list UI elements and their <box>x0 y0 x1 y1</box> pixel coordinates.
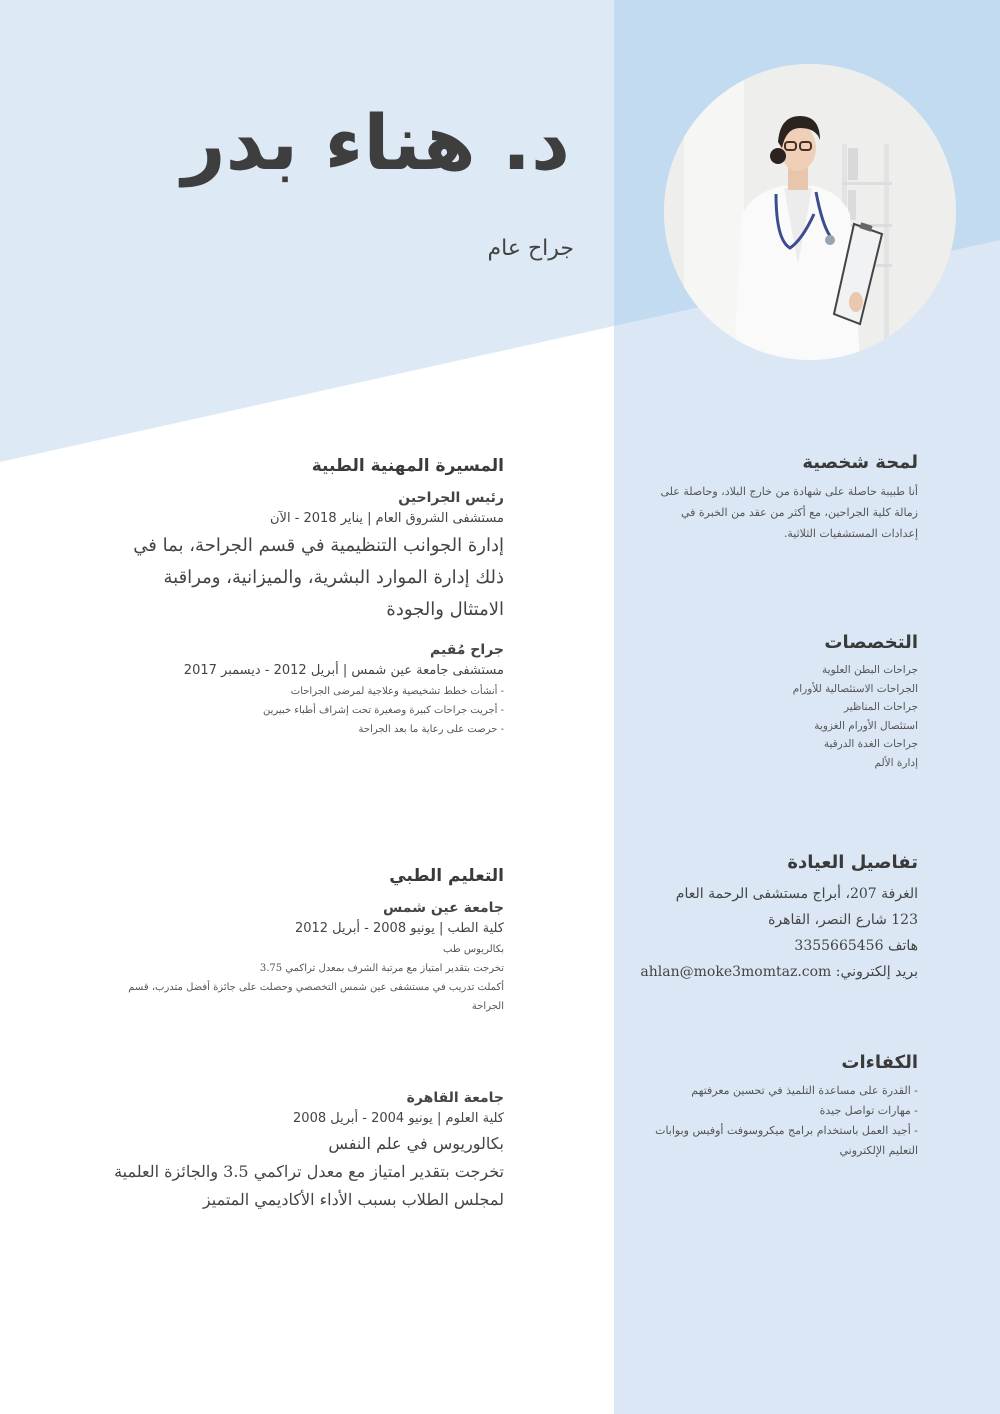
job-description: إدارة الجوانب التنظيمية في قسم الجراحة، بما في ذلك إدارة الموارد البشرية، والميزانية، ومراقبة الامتثال والجودة <box>133 535 504 620</box>
specialties-heading: التخصصات <box>824 632 918 653</box>
specialties-list <box>648 661 918 772</box>
specialty-item: الجراحات الاستئصالية للأورام <box>792 682 918 695</box>
specialty-item: استئصال الأورام الغزوية <box>814 719 918 732</box>
clinic-details <box>618 881 918 985</box>
job-meta: مستشفى جامعة عين شمس | أبريل 2012 - ديسمبر 2017 <box>183 663 504 678</box>
skills-heading: الكفاءات <box>841 1052 918 1073</box>
specialties-section <box>648 632 918 772</box>
school-name: جامعة عين شمس <box>383 900 504 916</box>
skill-item: - القدرة على مساعدة التلميذ في تحسين معرفتهم <box>691 1084 918 1097</box>
job-meta: مستشفى الشروق العام | يناير 2018 - الآن <box>269 511 504 526</box>
clinic-street-line: 123 شارع النصر، القاهرة <box>768 912 918 928</box>
education-line: تخرجت بتقدير امتياز مع مرتبة الشرف بمعدل تراكمي 3.75 <box>259 963 504 974</box>
education-line: بكالريوس طب <box>442 944 504 955</box>
education-heading: التعليم الطبي <box>389 866 504 886</box>
education-entry <box>114 898 504 1016</box>
skill-item: - أجيد العمل باستخدام برامج ميكروسوفت أوفيس وبوابات التعليم الإلكتروني <box>655 1124 918 1157</box>
doctor-portrait-illustration <box>664 64 956 360</box>
candidate-role: جراح عام <box>487 236 574 261</box>
clinic-address-line: الغرفة 207، أبراج مستشفى الرحمة العام <box>675 886 918 902</box>
job-bullets <box>114 682 504 739</box>
school-meta: كلية الطب | يونيو 2008 - أبريل 2012 <box>294 921 504 936</box>
clinic-heading: تفاصيل العيادة <box>787 852 918 873</box>
skills-list <box>628 1081 918 1161</box>
profile-heading: لمحة شخصية <box>802 452 918 473</box>
specialty-item: جراحات البطن العلوية <box>822 664 918 676</box>
school-name: جامعة القاهرة <box>406 1090 504 1106</box>
specialty-item: إدارة الألم <box>874 756 918 769</box>
profile-section <box>648 452 918 544</box>
education-section <box>114 866 504 1016</box>
school-meta: كلية العلوم | يونيو 2004 - أبريل 2008 <box>293 1111 504 1126</box>
skill-item: - مهارات تواصل جيدة <box>819 1104 918 1117</box>
skills-section <box>628 1052 918 1161</box>
job-bullet: - حرصت على رعاية ما بعد الجراحة <box>358 724 504 735</box>
job-title: رئيس الجراحين <box>398 490 504 506</box>
profile-text: أنا طبيبة حاصلة على شهادة من خارج البلاد، وحاصلة على زمالة كلية الجراحين، مع أكثر من عقد من الخبرة في إعدادات المستشفيات الثلاثية. <box>660 485 918 540</box>
candidate-name: د. هناء بدر <box>181 98 570 187</box>
job-bullet: - أجريت جراحات كبيرة وصغيرة تحت إشراف أطباء خبيرين <box>263 705 504 716</box>
career-section <box>114 456 504 626</box>
specialty-item: جراحات المناظير <box>844 701 918 713</box>
clinic-phone: هاتف 3355665456 <box>794 938 918 954</box>
degree: بكالوريوس في علم النفس <box>328 1134 504 1153</box>
education-entry-2 <box>114 1088 504 1214</box>
job-entry <box>114 488 504 626</box>
clinic-email[interactable]: بريد إلكتروني: ahlan@moke3momtaz.com <box>640 964 918 980</box>
job-title: جراح مُقيم <box>430 642 504 658</box>
education-line: أكملت تدريب في مستشفى عين شمس التخصصي وحصلت على جائزة أفضل متدرب، قسم الجراحة <box>128 982 504 1012</box>
clinic-section <box>618 852 918 985</box>
career-job-2 <box>114 640 504 739</box>
job-bullet: - أنشأت خطط تشخيصية وعلاجية لمرضى الجراحات <box>290 686 504 697</box>
education-description: تخرجت بتقدير امتياز مع معدل تراكمي 3.5 والجائزة العلمية لمجلس الطلاب بسبب الأداء الأكاديمي المتميز <box>114 1162 504 1209</box>
career-heading: المسيرة المهنية الطبية <box>311 456 504 476</box>
specialty-item: جراحات الغدة الدرقية <box>823 738 918 750</box>
profile-photo <box>664 64 956 360</box>
